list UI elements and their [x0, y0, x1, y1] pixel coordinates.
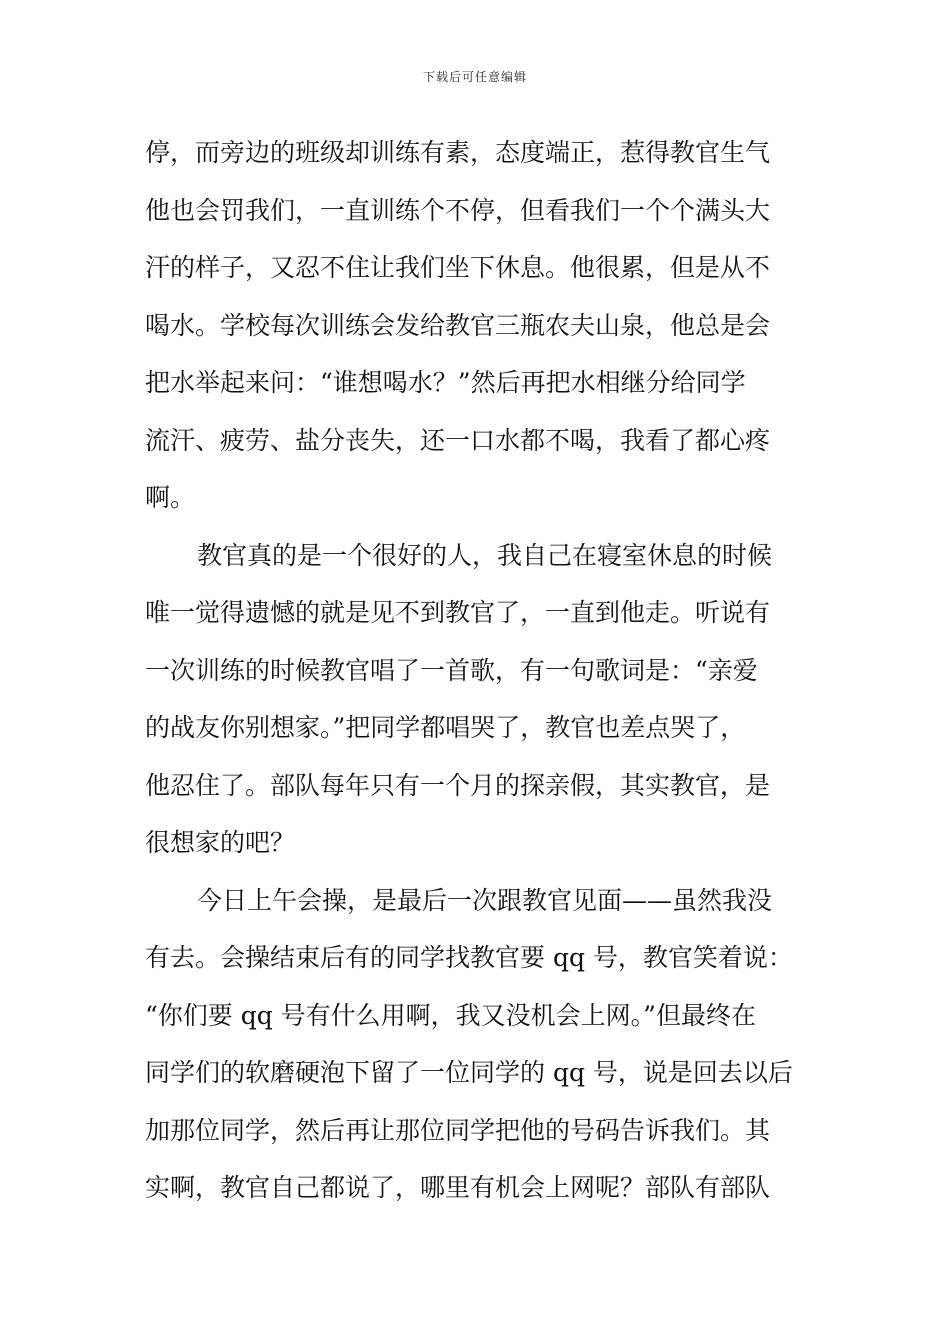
- text-line: 同学们的软磨硬泡下留了一位同学的 qq 号，说是回去以后: [145, 1058, 793, 1087]
- text-line: 加那位同学，然后再让那位同学把他的号码告诉我们。其: [145, 1115, 771, 1145]
- text-line: 他也会罚我们，一直训练个不停，但看我们一个个满头大: [145, 195, 771, 225]
- text-line: 汗的样子，又忍不住让我们坐下休息。他很累，但是从不: [145, 253, 771, 282]
- text-line: 喝水。学校每次训练会发给教官三瓶农夫山泉，他总是会: [145, 310, 771, 340]
- paragraph-first-line: 教官真的是一个很好的人，我自己在寝室休息的时候: [197, 540, 773, 570]
- text-line: 有去。会操结束后有的同学找教官要 qq 号，教官笑着说：: [145, 943, 793, 972]
- text-line: 啊。: [145, 483, 196, 512]
- text-line: 停，而旁边的班级却训练有素，态度端正，惹得教官生气: [145, 138, 771, 167]
- body-text: [145, 124, 810, 1217]
- text-line: 很想家的吧？: [145, 828, 296, 857]
- page-header: 下载后可任意编辑: [422, 70, 527, 84]
- text-line: “你们要 qq 号有什么用啊，我又没机会上网。”但最终在: [145, 1000, 756, 1030]
- text-line: 的战友你别想家。”把同学都唱哭了，教官也差点哭了，: [145, 713, 746, 742]
- text-line: 唯一觉得遗憾的就是见不到教官了，一直到他走。听说有: [145, 598, 771, 627]
- text-line: 一次训练的时候教官唱了一首歌，有一句歌词是：“亲爱: [145, 655, 758, 685]
- text-line: 把水举起来问：“谁想喝水？”然后再把水相继分给同学: [145, 368, 746, 397]
- paragraph-first-line: 今日上午会操，是最后一次跟教官见面——虽然我没: [197, 885, 773, 915]
- text-line: 流汗、疲劳、盐分丧失，还一口水都不喝，我看了都心疼: [145, 425, 771, 455]
- text-line: 实啊，教官自己都说了，哪里有机会上网呢？部队有部队: [145, 1173, 771, 1202]
- text-line: 他忍住了。部队每年只有一个月的探亲假，其实教官，是: [145, 770, 771, 800]
